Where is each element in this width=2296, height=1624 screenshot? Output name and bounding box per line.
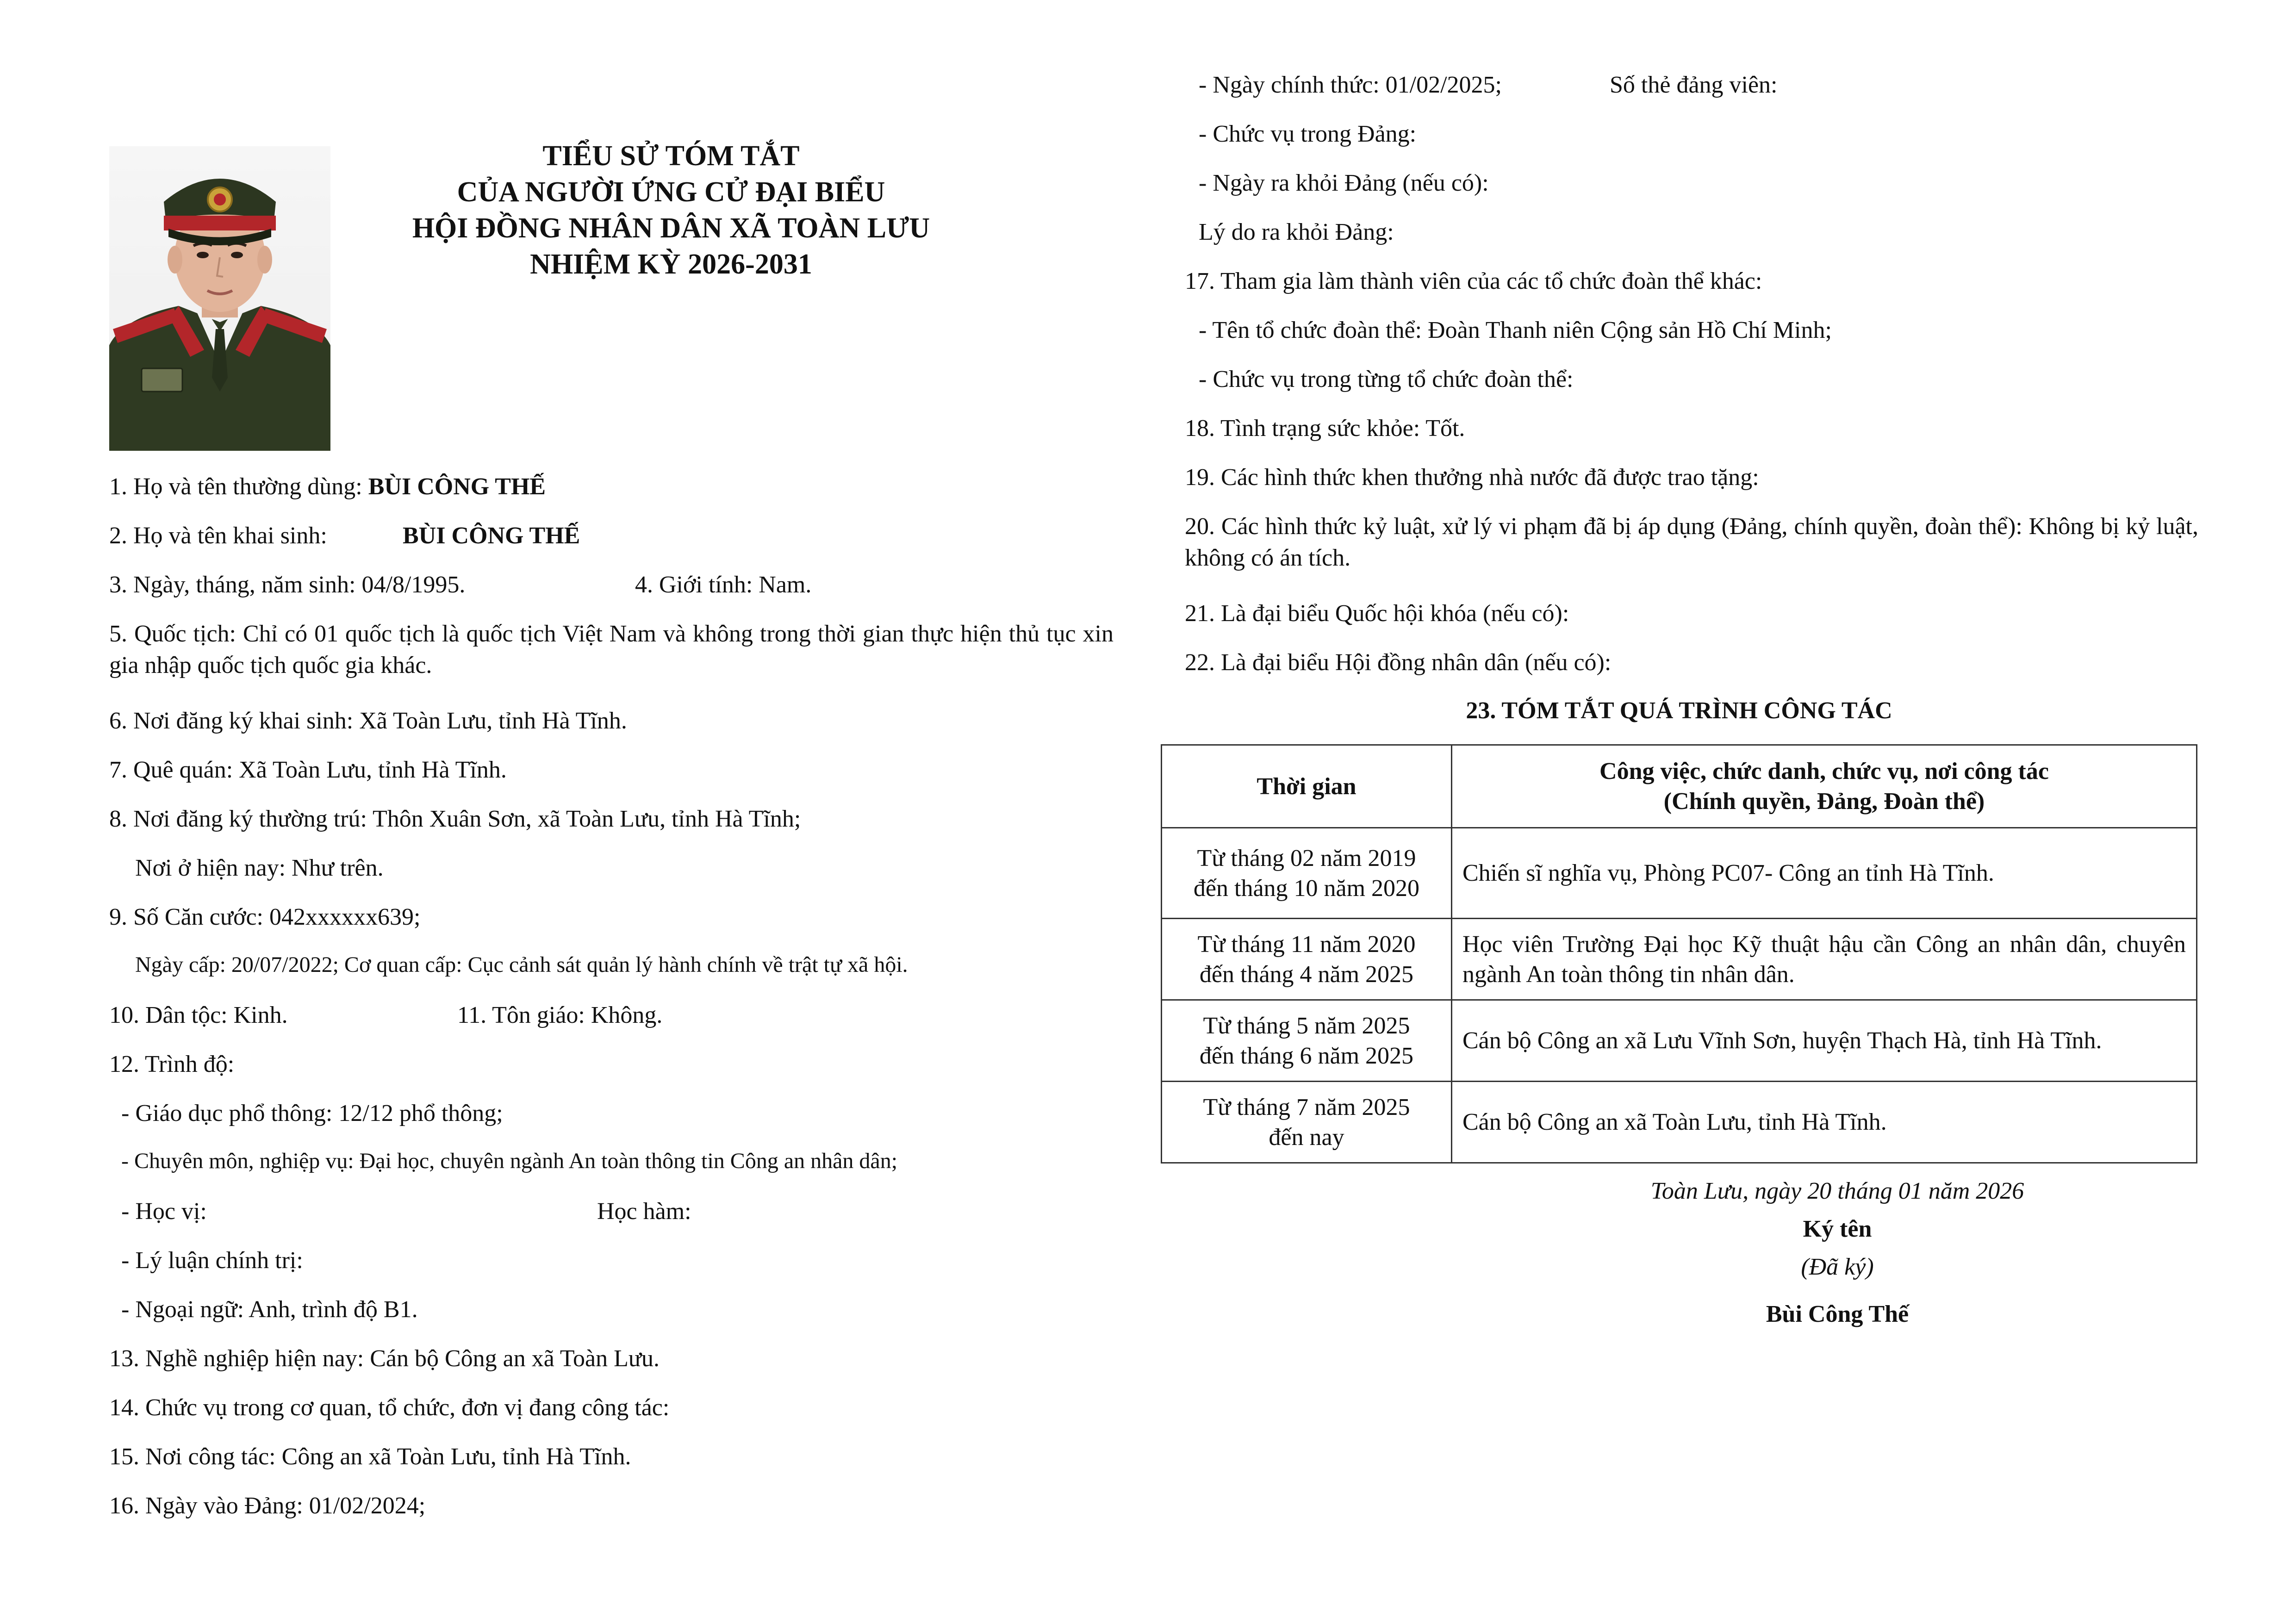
row-description: Cán bộ Công an xã Lưu Vĩnh Sơn, huyện Thạch Hà, tỉnh Hà Tĩnh. (1452, 1000, 2197, 1082)
item-18: 18. Tình trạng sức khỏe: Tốt. (1185, 415, 1465, 442)
table-row (1162, 1000, 2197, 1082)
item-1 (109, 471, 546, 503)
item-16-leave-date: - Ngày ra khỏi Đảng (nếu có): (1199, 170, 1489, 196)
item-12-academic-title: Học hàm: (597, 1198, 691, 1225)
period-start: Từ tháng 5 năm 2025 (1203, 1012, 1410, 1039)
signature-place-date: Toàn Lưu, ngày 20 tháng 01 năm 2026 (1650, 1178, 2024, 1204)
row-description: Cán bộ Công an xã Toàn Lưu, tỉnh Hà Tĩnh. (1452, 1082, 2197, 1163)
item-16-leave-reason: Lý do ra khỏi Đảng: (1199, 219, 1394, 245)
row-period (1162, 919, 1452, 1000)
item-21: 21. Là đại biểu Quốc hội khóa (nếu có): (1185, 600, 1569, 627)
item-22: 22. Là đại biểu Hội đồng nhân dân (nếu có): (1185, 649, 1612, 676)
document-title-line-4: NHIỆM KỲ 2026-2031 (530, 249, 812, 280)
candidate-photo (109, 146, 330, 451)
signature-label: Ký tên (1803, 1216, 1872, 1242)
item-9: 9. Số Căn cước: 042xxxxxx639; (109, 904, 421, 930)
item-16-official-date: - Ngày chính thức: 01/02/2025; (1199, 72, 1502, 98)
item-10: 10. Dân tộc: Kinh. (109, 1002, 288, 1028)
item-17: 17. Tham gia làm thành viên của các tổ chức đoàn thể khác: (1185, 268, 1762, 294)
item-8: 8. Nơi đăng ký thường trú: Thôn Xuân Sơn, xã Toàn Lưu, tỉnh Hà Tĩnh; (109, 806, 801, 832)
header-description-line-2: (Chính quyền, Đảng, Đoàn thể) (1663, 788, 1985, 815)
period-start: Từ tháng 11 năm 2020 (1197, 931, 1416, 958)
row-period (1162, 828, 1452, 919)
table-row (1162, 1082, 2197, 1163)
table-row (1162, 828, 2197, 919)
item-5: 5. Quốc tịch: Chỉ có 01 quốc tịch là quốc tịch Việt Nam và không trong thời gian thực hiện thủ tục xin gia nhập quốc tịch quốc gia khác. (109, 621, 1114, 678)
item-2-label: 2. Họ và tên khai sinh: (109, 523, 327, 549)
item-16-party-card: Số thẻ đảng viên: (1610, 72, 1778, 98)
item-12-degree: - Học vị: (121, 1198, 207, 1225)
item-1-label: 1. Họ và tên thường dùng: (109, 473, 362, 500)
item-4: 4. Giới tính: Nam. (635, 572, 812, 598)
item-23-heading: 23. TÓM TẮT QUÁ TRÌNH CÔNG TÁC (1466, 697, 1892, 724)
period-end: đến tháng 6 năm 2025 (1199, 1042, 1414, 1069)
period-end: đến tháng 4 năm 2025 (1199, 961, 1414, 988)
item-7: 7. Quê quán: Xã Toàn Lưu, tỉnh Hà Tĩnh. (109, 757, 507, 783)
item-1-value: BÙI CÔNG THẾ (368, 473, 546, 500)
item-6: 6. Nơi đăng ký khai sinh: Xã Toàn Lưu, tỉnh Hà Tĩnh. (109, 708, 627, 734)
item-13: 13. Nghề nghiệp hiện nay: Cán bộ Công an xã Toàn Lưu. (109, 1345, 660, 1372)
period-start: Từ tháng 7 năm 2025 (1203, 1094, 1410, 1120)
signer-name: Bùi Công Thế (1766, 1301, 1909, 1327)
period-end: đến tháng 10 năm 2020 (1193, 875, 1420, 902)
table-header-row (1162, 745, 2197, 828)
item-11: 11. Tôn giáo: Không. (457, 1002, 663, 1028)
item-9-issue: Ngày cấp: 20/07/2022; Cơ quan cấp: Cục cảnh sát quản lý hành chính về trật tự xã hội. (135, 952, 908, 977)
item-12-political-theory: - Lý luận chính trị: (121, 1247, 303, 1274)
item-20: 20. Các hình thức kỷ luật, xử lý vi phạm đã bị áp dụng (Đảng, chính quyền, đoàn thể): Không bị kỷ luật, không có án tích. (1185, 513, 2198, 571)
row-description: Học viên Trường Đại học Kỹ thuật hậu cần Công an nhân dân, chuyên ngành An toàn thông tin nhân dân. (1452, 919, 2197, 1000)
portrait-illustration (109, 146, 330, 451)
item-17-organization: - Tên tổ chức đoàn thể: Đoàn Thanh niên Cộng sản Hồ Chí Minh; (1199, 317, 1832, 343)
document-title-line-3: HỘI ĐỒNG NHÂN DÂN XÃ TOÀN LƯU (412, 212, 930, 244)
item-15: 15. Nơi công tác: Công an xã Toàn Lưu, tỉnh Hà Tĩnh. (109, 1444, 631, 1470)
work-history-table (1161, 744, 2197, 1164)
item-12-general-education: - Giáo dục phổ thông: 12/12 phổ thông; (121, 1100, 503, 1126)
item-17-position: - Chức vụ trong từng tổ chức đoàn thể: (1199, 366, 1574, 392)
item-14: 14. Chức vụ trong cơ quan, tổ chức, đơn vị đang công tác: (109, 1394, 670, 1421)
header-description-line-1: Công việc, chức danh, chức vụ, nơi công tác (1599, 758, 2049, 784)
period-end: đến nay (1269, 1124, 1344, 1151)
item-2-value: BÙI CÔNG THẾ (403, 523, 580, 549)
signed-note: (Đã ký) (1801, 1254, 1874, 1280)
document-title-line-2: CỦA NGƯỜI ỨNG CỬ ĐẠI BIỂU (457, 176, 885, 208)
item-8-residence: Nơi ở hiện nay: Như trên. (135, 855, 384, 881)
period-start: Từ tháng 02 năm 2019 (1197, 845, 1416, 871)
header-description (1452, 745, 2197, 828)
item-12-profession: - Chuyên môn, nghiệp vụ: Đại học, chuyên ngành An toàn thông tin Công an nhân dân; (121, 1149, 898, 1173)
document-title-line-1: TIỂU SỬ TÓM TẮT (542, 140, 800, 172)
row-description: Chiến sĩ nghĩa vụ, Phòng PC07- Công an tỉnh Hà Tĩnh. (1452, 828, 2197, 919)
table-row (1162, 919, 2197, 1000)
row-period (1162, 1000, 1452, 1082)
row-period (1162, 1082, 1452, 1163)
item-12-foreign-language: - Ngoại ngữ: Anh, trình độ B1. (121, 1296, 418, 1323)
item-19: 19. Các hình thức khen thưởng nhà nước đã được trao tặng: (1185, 464, 1759, 491)
item-12: 12. Trình độ: (109, 1051, 235, 1077)
item-16-party-position: - Chức vụ trong Đảng: (1199, 121, 1417, 147)
item-16: 16. Ngày vào Đảng: 01/02/2024; (109, 1493, 426, 1519)
header-time: Thời gian (1162, 745, 1452, 828)
item-3: 3. Ngày, tháng, năm sinh: 04/8/1995. (109, 572, 466, 598)
